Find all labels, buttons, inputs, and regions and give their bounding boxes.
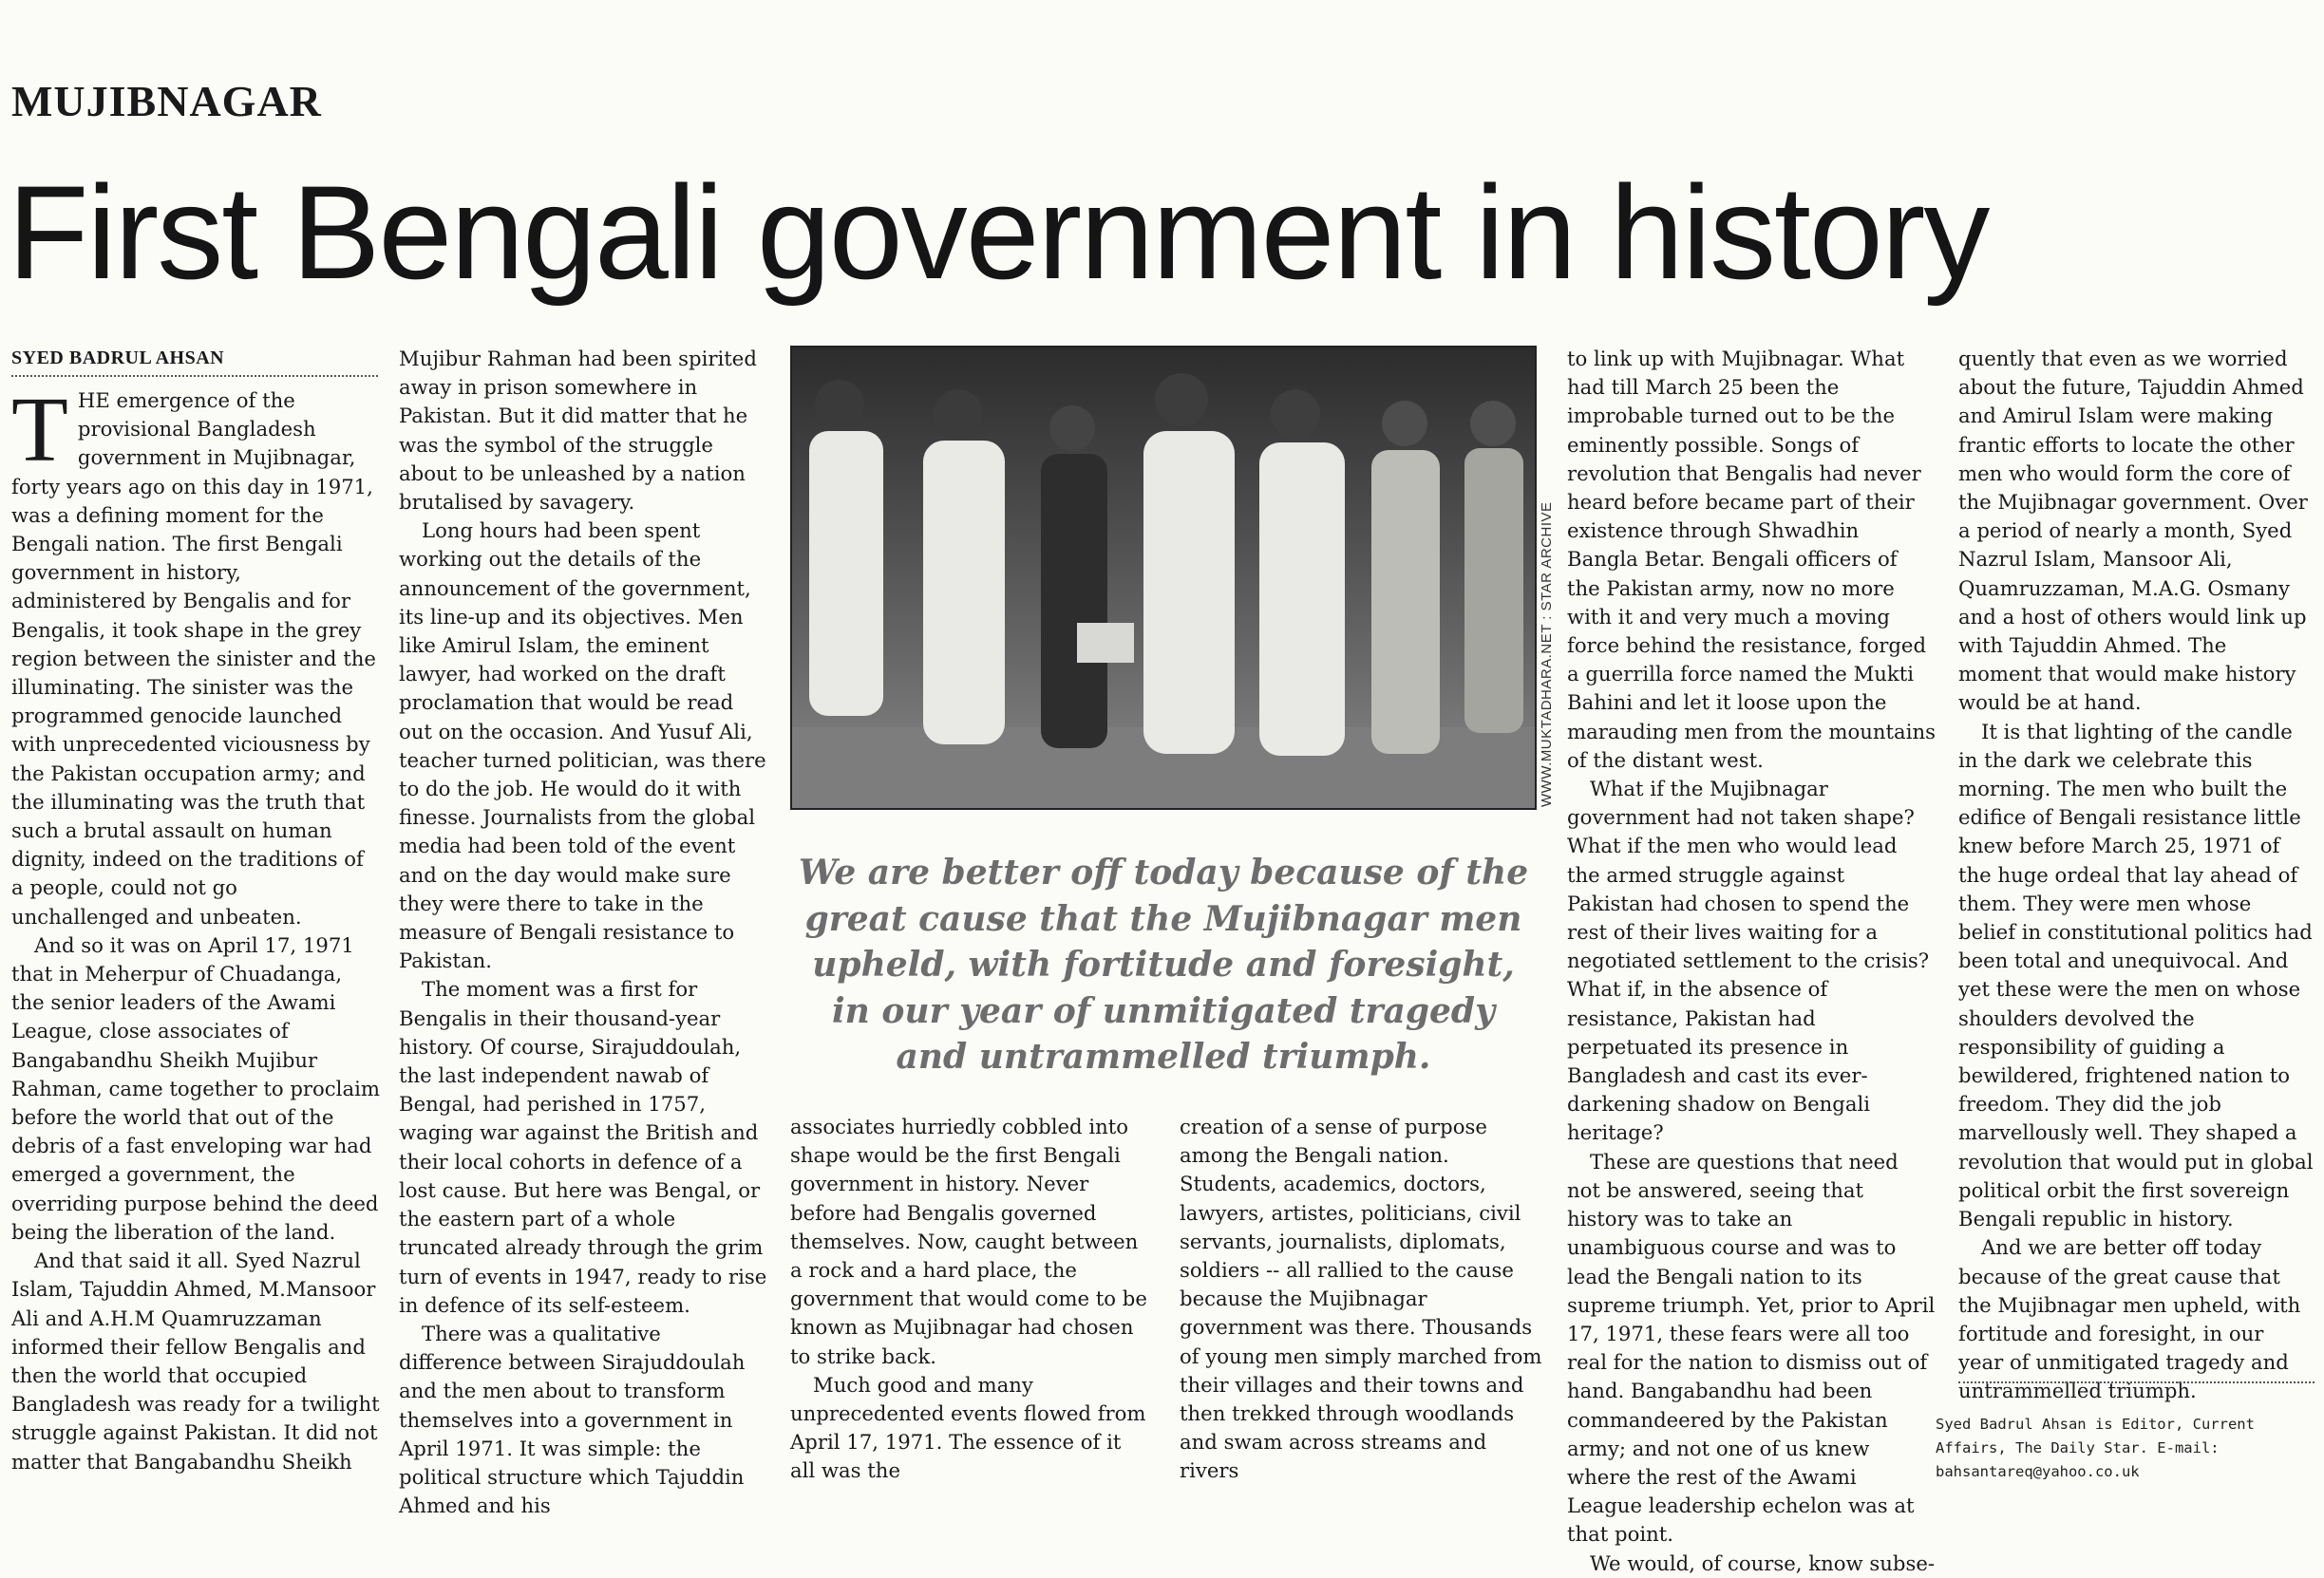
paragraph: associates hurriedly cobbled into shape would be the first Bengali government in history. Never before had Bengalis governed themselves. Now, caught between a rock and a hard place, the government that would come to be known as Mujibnagar had chosen to strike back. xyxy=(790,1115,1147,1368)
group-photo-image xyxy=(792,348,1535,808)
byline: SYED BADRUL AHSAN xyxy=(11,348,378,377)
paragraph: We would, of course, know subse- xyxy=(1590,1550,1936,1575)
paragraph: There was a qualitative difference between Sirajuddoulah and the men about to transform themselves into a government in April 1971. It was simple: the political structure which Tajuddin Ahmed and his xyxy=(399,1321,746,1518)
paragraph: Mujibur Rahman had been spirited away in prison somewhere in Pakistan. But it did matter that he was the symbol of the struggle about to be unleashed by a nation brutalised by savagery. xyxy=(399,347,757,515)
paragraph: It is that lighting of the candle in the dark we celebrate this morning. The men who built the edifice of Bengali resistance little knew before March 25, 1971 of the huge ordeal that lay ahead of them. They were men whose belief in constitutional politics had been total and unequivocal. And yet these were the men on whose shoulders devolved the responsibility of guiding a bewildered, frightened nation to freedom. They did the job marvellously well. They shaped a revolution that would put in global political orbit the first sovereign Bengali republic in history. xyxy=(1958,719,2314,1231)
paragraph: creation of a sense of purpose among the Bengali nation. Students, academics, doctors, lawyers, artistes, politicians, civil servants, journalists, diplomats, soldiers -- all rallied to the cause because the Mujibnagar government was there. Thousands of young men simply marched from their villages and their towns and then trekked through woodlands and swam across streams and rivers xyxy=(1180,1115,1542,1483)
paragraph: And we are better off today because of the great cause that the Mujibnagar men upheld, with fortitude and foresight, in our year of unmitigated tragedy and untrammelled triumph. xyxy=(1958,1235,2301,1403)
paragraph: Much good and many unprecedented events flowed from April 17, 1971. The essence of it all was the xyxy=(790,1372,1146,1483)
paragraph: to link up with Mujibnagar. What had till March 25 been the improbable turned out to be the eminently possible. Songs of revolution that Bengalis had never heard before became part of their existence through Shwadhin Bangla Betar. Bengali officers of the Pakistan army, now no more with it and very much a moving force behind the resistance, forged a guerrilla force named the Mukti Bahini and let it loose upon the marauding men from the mountains of the distant west. xyxy=(1567,347,1936,772)
paragraph: quently that even as we worried about the future, Tajuddin Ahmed and Amirul Islam were making frantic efforts to locate the other men who would form the core of the Mujibnagar government. Over a period of nearly a month, Syed Nazrul Islam, Mansoor Ali, Quamruzzaman, M.A.G. Osmany and a host of others would link up with Tajuddin Ahmed. The moment that would make history would be at hand. xyxy=(1958,347,2308,715)
lead-paragraph: THE emergence of the provisional Bangladesh government in Mujibnagar, forty years ago on this day in 1971, was a defining moment for the Bengali nation. The first Bengali government in history, administered by Bengalis and for Bengalis, it took shape in the grey region between the sinister and the illuminating. The sinister was the programmed genocide launched with unprecedented viciousness by the Pakistan occupation army; and the illuminating was the truth that such a brutal assault on human dignity, indeed on the traditions of a people, could not go unchallenged and unbeaten. xyxy=(11,379,376,929)
paragraph: And that said it all. Syed Nazrul Islam, Tajuddin Ahmed, M.Mansoor Ali and A.H.M Quamruzzaman informed their fellow Bengalis and then the world that occupied Bangladesh was ready for a twilight struggle against Pakistan. It did not matter that Bangabandhu Sheikh xyxy=(11,1249,380,1474)
photo-credit: WWW.MUKTADHARA.NET : STAR ARCHIVE xyxy=(1539,501,1555,807)
paragraph: The moment was a first for Bengalis in their thousand-year history. Of course, Sirajuddoulah, the last independent nawab of Bengal, had perished in 1757, waging war against the British and their local cohorts in defence of a lost cause. But here was Bengal, or the eastern part of a whole truncated already through the grim turn of events in 1947, ready to rise in defence of its self-esteem. xyxy=(399,977,767,1317)
pull-quote: We are better off today because of the great cause that the Mujibnagar men upheld, with fortitude and foresight, in our year of unmitigated tragedy and untrammelled triumph. xyxy=(798,853,1529,1077)
paragraph: These are questions that need not be answered, seeing that history was to take an unambiguous course and was to lead the Bengali nation to its supreme triumph. Yet, prior to April 17, 1971, these fears were all too real for the nation to dismiss out of hand. Bangabandhu had been commandeered by the Pakistan army; and not one of us knew where the rest of the Awami League leadership echelon was at that point. xyxy=(1567,1149,1936,1547)
article-column-6 xyxy=(1958,345,2315,1403)
article-column-4 xyxy=(1180,1113,1542,1483)
paragraph: What if the Mujibnagar government had not taken shape? What if the men who would lead the armed struggle against Pakistan had chosen to spend the rest of their lives waiting for a negotiated settlement to the crisis? What if, in the absence of resistance, Pakistan had perpetuated its presence in Bangladesh and cast its ever-darkening shadow on Bengali heritage? xyxy=(1567,777,1930,1145)
paragraph: And so it was on April 17, 1971 that in Meherpur of Chuadanga, the senior leaders of the Awami League, close associates of Bangabandhu Sheikh Mujibur Rahman, came together to proclaim before the world that out of the debris of a fast enveloping war had emerged a government, the overriding purpose behind the deed being the liberation of the land. xyxy=(11,932,380,1244)
article-column-3 xyxy=(790,1113,1151,1483)
article-column-1 xyxy=(11,379,380,1474)
author-bio: Syed Badrul Ahsan is Editor, Current Affairs, The Daily Star. E-mail: bahsantareq@yahoo.co.uk xyxy=(1936,1416,2255,1480)
article-column-5 xyxy=(1567,345,1936,1575)
bio-divider xyxy=(1958,1381,2315,1383)
drop-cap: T xyxy=(11,379,68,481)
headline: First Bengali government in history xyxy=(8,158,1989,307)
section-kicker: MUJIBNAGAR xyxy=(11,77,322,125)
archive-photo xyxy=(790,346,1537,810)
paragraph: Long hours had been spent working out the details of the announcement of the government, its line-up and its objectives. Men like Amirul Islam, the eminent lawyer, had worked on the draft proclamation that would be read out on the occasion. And Yusuf Ali, teacher turned politician, was there to do the job. He would do it with finesse. Journalists from the global media had been told of the event and on the day would make sure they were there to take in the measure of Bengali resistance to Pakistan. xyxy=(399,518,766,973)
article-column-2 xyxy=(399,345,767,1518)
